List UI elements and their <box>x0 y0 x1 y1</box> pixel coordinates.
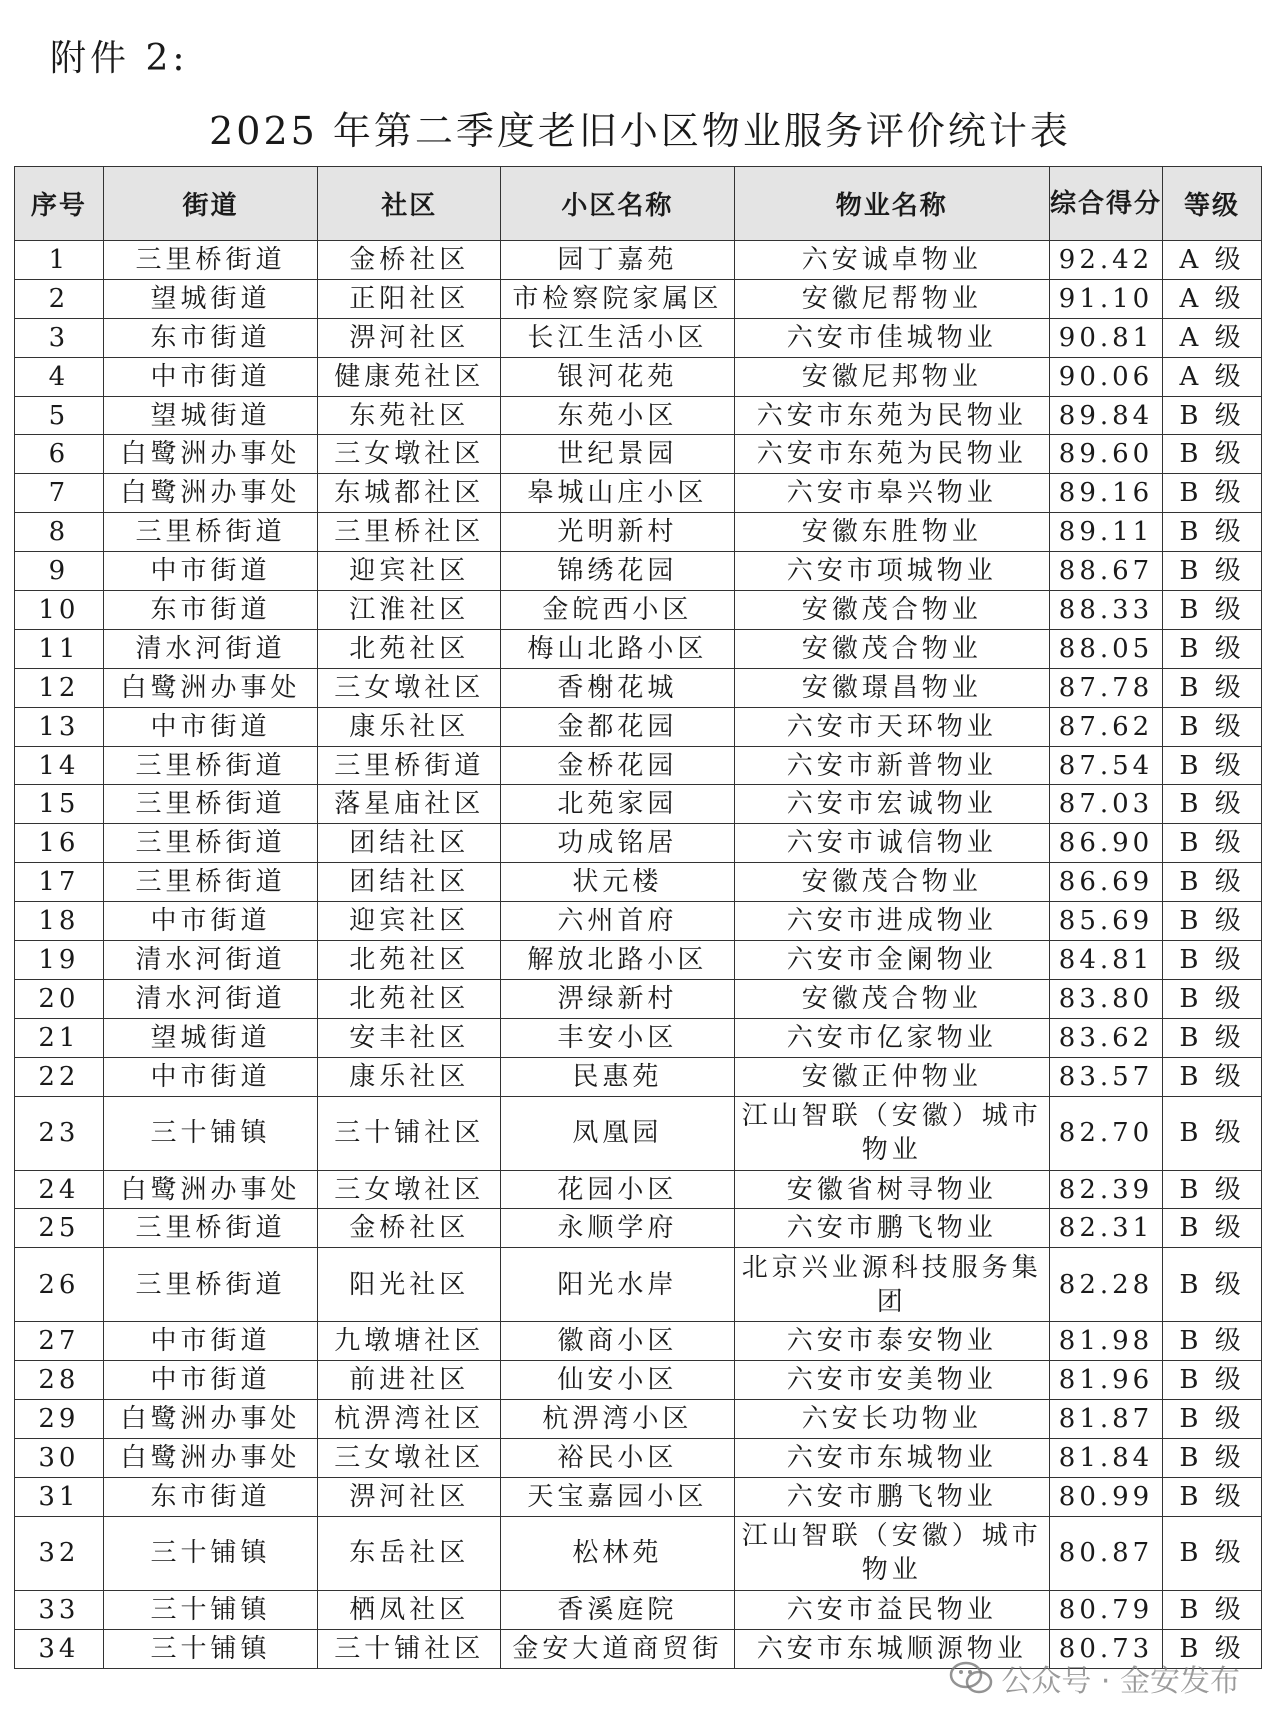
cell-score: 81.87 <box>1049 1400 1162 1439</box>
cell-street: 中市街道 <box>103 357 317 396</box>
table-body <box>15 241 1262 1669</box>
cell-estate: 世纪景园 <box>501 435 734 474</box>
table-row <box>15 979 1262 1018</box>
table-row <box>15 474 1262 513</box>
cell-property: 安徽茂合物业 <box>734 591 1049 630</box>
cell-index: 1 <box>15 241 104 280</box>
cell-grade: A 级 <box>1163 318 1262 357</box>
cell-score: 88.33 <box>1049 591 1162 630</box>
table-row <box>15 1516 1262 1590</box>
cell-grade: B 级 <box>1163 1516 1262 1590</box>
cell-community: 健康苑社区 <box>318 357 501 396</box>
cell-grade: B 级 <box>1163 979 1262 1018</box>
cell-street: 三十铺镇 <box>103 1516 317 1590</box>
cell-street: 清水河街道 <box>103 979 317 1018</box>
cell-estate: 仙安小区 <box>501 1361 734 1400</box>
cell-property: 六安长功物业 <box>734 1400 1049 1439</box>
table-row <box>15 1322 1262 1361</box>
cell-street: 中市街道 <box>103 552 317 591</box>
table-row <box>15 396 1262 435</box>
cell-street: 清水河街道 <box>103 941 317 980</box>
cell-community: 栖凤社区 <box>318 1590 501 1629</box>
cell-property: 安徽省树寻物业 <box>734 1170 1049 1209</box>
cell-community: 正阳社区 <box>318 279 501 318</box>
cell-community: 前进社区 <box>318 1361 501 1400</box>
cell-community: 三女墩社区 <box>318 668 501 707</box>
cell-index: 16 <box>15 824 104 863</box>
table-row <box>15 1590 1262 1629</box>
cell-score: 81.84 <box>1049 1439 1162 1478</box>
header-estate: 小区名称 <box>501 167 734 241</box>
table-row <box>15 318 1262 357</box>
cell-estate: 园丁嘉苑 <box>501 241 734 280</box>
cell-estate: 金安大道商贸街 <box>501 1629 734 1668</box>
cell-street: 三里桥街道 <box>103 863 317 902</box>
cell-index: 22 <box>15 1057 104 1096</box>
cell-community: 三女墩社区 <box>318 1439 501 1478</box>
cell-community: 迎宾社区 <box>318 902 501 941</box>
cell-street: 三里桥街道 <box>103 1209 317 1248</box>
cell-score: 89.84 <box>1049 396 1162 435</box>
cell-estate: 裕民小区 <box>501 1439 734 1478</box>
cell-index: 31 <box>15 1477 104 1516</box>
cell-property: 安徽茂合物业 <box>734 863 1049 902</box>
cell-score: 87.03 <box>1049 785 1162 824</box>
cell-score: 89.60 <box>1049 435 1162 474</box>
cell-index: 12 <box>15 668 104 707</box>
cell-grade: B 级 <box>1163 1248 1262 1322</box>
cell-index: 8 <box>15 513 104 552</box>
cell-estate: 丰安小区 <box>501 1018 734 1057</box>
cell-street: 中市街道 <box>103 1322 317 1361</box>
cell-street: 三十铺镇 <box>103 1629 317 1668</box>
cell-estate: 银河花苑 <box>501 357 734 396</box>
cell-score: 89.11 <box>1049 513 1162 552</box>
cell-score: 81.98 <box>1049 1322 1162 1361</box>
cell-grade: B 级 <box>1163 474 1262 513</box>
cell-estate: 香榭花城 <box>501 668 734 707</box>
table-row <box>15 1400 1262 1439</box>
page-title: 2025 年第二季度老旧小区物业服务评价统计表 <box>209 109 1071 153</box>
cell-community: 东岳社区 <box>318 1516 501 1590</box>
cell-property: 六安市亿家物业 <box>734 1018 1049 1057</box>
cell-index: 15 <box>15 785 104 824</box>
cell-community: 东苑社区 <box>318 396 501 435</box>
cell-estate: 松林苑 <box>501 1516 734 1590</box>
cell-street: 东市街道 <box>103 318 317 357</box>
cell-street: 中市街道 <box>103 902 317 941</box>
cell-score: 83.62 <box>1049 1018 1162 1057</box>
cell-community: 九墩塘社区 <box>318 1322 501 1361</box>
cell-property: 六安市佳城物业 <box>734 318 1049 357</box>
wechat-icon <box>949 1660 993 1696</box>
cell-index: 9 <box>15 552 104 591</box>
cell-street: 东市街道 <box>103 591 317 630</box>
cell-grade: B 级 <box>1163 668 1262 707</box>
table-row <box>15 1477 1262 1516</box>
cell-community: 北苑社区 <box>318 979 501 1018</box>
cell-street: 望城街道 <box>103 279 317 318</box>
cell-community: 康乐社区 <box>318 707 501 746</box>
cell-index: 28 <box>15 1361 104 1400</box>
cell-street: 三里桥街道 <box>103 241 317 280</box>
cell-grade: B 级 <box>1163 513 1262 552</box>
cell-index: 4 <box>15 357 104 396</box>
cell-property: 六安市鹏飞物业 <box>734 1209 1049 1248</box>
cell-property: 六安市东苑为民物业 <box>734 435 1049 474</box>
table-row <box>15 1057 1262 1096</box>
table-row <box>15 357 1262 396</box>
cell-score: 89.16 <box>1049 474 1162 513</box>
table-row <box>15 1170 1262 1209</box>
cell-estate: 永顺学府 <box>501 1209 734 1248</box>
cell-community: 团结社区 <box>318 824 501 863</box>
cell-street: 东市街道 <box>103 1477 317 1516</box>
cell-grade: A 级 <box>1163 279 1262 318</box>
attachment-label: 附件 2: <box>50 38 189 79</box>
cell-grade: B 级 <box>1163 902 1262 941</box>
cell-grade: B 级 <box>1163 1439 1262 1478</box>
cell-street: 三里桥街道 <box>103 824 317 863</box>
cell-estate: 梅山北路小区 <box>501 629 734 668</box>
cell-estate: 杭淠湾小区 <box>501 1400 734 1439</box>
table-row <box>15 591 1262 630</box>
cell-property: 六安市皋兴物业 <box>734 474 1049 513</box>
cell-grade: B 级 <box>1163 941 1262 980</box>
cell-property: 六安诚卓物业 <box>734 241 1049 280</box>
cell-street: 白鹭洲办事处 <box>103 1439 317 1478</box>
cell-community: 东城都社区 <box>318 474 501 513</box>
cell-index: 21 <box>15 1018 104 1057</box>
cell-community: 三里桥社区 <box>318 513 501 552</box>
cell-community: 迎宾社区 <box>318 552 501 591</box>
table-header <box>15 167 1262 241</box>
cell-property: 六安市安美物业 <box>734 1361 1049 1400</box>
cell-estate: 徽商小区 <box>501 1322 734 1361</box>
cell-property: 六安市诚信物业 <box>734 824 1049 863</box>
cell-property: 安徽正仲物业 <box>734 1057 1049 1096</box>
table-row <box>15 1361 1262 1400</box>
cell-grade: B 级 <box>1163 435 1262 474</box>
cell-grade: B 级 <box>1163 1057 1262 1096</box>
cell-index: 10 <box>15 591 104 630</box>
cell-score: 87.54 <box>1049 746 1162 785</box>
table-row <box>15 668 1262 707</box>
cell-estate: 解放北路小区 <box>501 941 734 980</box>
cell-index: 32 <box>15 1516 104 1590</box>
cell-score: 80.79 <box>1049 1590 1162 1629</box>
cell-street: 三里桥街道 <box>103 746 317 785</box>
cell-grade: B 级 <box>1163 1096 1262 1170</box>
table-row <box>15 707 1262 746</box>
cell-index: 30 <box>15 1439 104 1478</box>
table-row <box>15 902 1262 941</box>
cell-estate: 光明新村 <box>501 513 734 552</box>
cell-property: 六安市天环物业 <box>734 707 1049 746</box>
cell-estate: 东苑小区 <box>501 396 734 435</box>
cell-property: 安徽茂合物业 <box>734 629 1049 668</box>
cell-grade: B 级 <box>1163 552 1262 591</box>
cell-community: 三女墩社区 <box>318 435 501 474</box>
cell-grade: B 级 <box>1163 1170 1262 1209</box>
cell-street: 中市街道 <box>103 707 317 746</box>
cell-community: 金桥社区 <box>318 241 501 280</box>
cell-estate: 金桥花园 <box>501 746 734 785</box>
cell-score: 81.96 <box>1049 1361 1162 1400</box>
cell-score: 87.62 <box>1049 707 1162 746</box>
cell-estate: 长江生活小区 <box>501 318 734 357</box>
cell-street: 中市街道 <box>103 1057 317 1096</box>
table-row <box>15 629 1262 668</box>
cell-score: 91.10 <box>1049 279 1162 318</box>
cell-index: 25 <box>15 1209 104 1248</box>
cell-index: 20 <box>15 979 104 1018</box>
cell-street: 中市街道 <box>103 1361 317 1400</box>
cell-street: 清水河街道 <box>103 629 317 668</box>
cell-street: 白鹭洲办事处 <box>103 1400 317 1439</box>
cell-score: 90.81 <box>1049 318 1162 357</box>
cell-index: 34 <box>15 1629 104 1668</box>
cell-index: 5 <box>15 396 104 435</box>
cell-property: 六安市宏诚物业 <box>734 785 1049 824</box>
cell-grade: B 级 <box>1163 1477 1262 1516</box>
cell-grade: A 级 <box>1163 357 1262 396</box>
cell-street: 望城街道 <box>103 1018 317 1057</box>
cell-community: 康乐社区 <box>318 1057 501 1096</box>
table-row <box>15 863 1262 902</box>
cell-score: 88.05 <box>1049 629 1162 668</box>
cell-estate: 香溪庭院 <box>501 1590 734 1629</box>
cell-street: 白鹭洲办事处 <box>103 435 317 474</box>
cell-score: 92.42 <box>1049 241 1162 280</box>
cell-estate: 功成铭居 <box>501 824 734 863</box>
table-row <box>15 513 1262 552</box>
table-row <box>15 1018 1262 1057</box>
cell-score: 83.57 <box>1049 1057 1162 1096</box>
header-grade: 等级 <box>1163 167 1262 241</box>
cell-community: 金桥社区 <box>318 1209 501 1248</box>
watermark <box>949 1656 1240 1700</box>
cell-score: 84.81 <box>1049 941 1162 980</box>
cell-score: 88.67 <box>1049 552 1162 591</box>
cell-estate: 阳光水岸 <box>501 1248 734 1322</box>
cell-index: 27 <box>15 1322 104 1361</box>
cell-estate: 凤凰园 <box>501 1096 734 1170</box>
score-table <box>14 166 1262 1669</box>
cell-score: 86.90 <box>1049 824 1162 863</box>
header-community: 社区 <box>318 167 501 241</box>
cell-grade: B 级 <box>1163 629 1262 668</box>
cell-grade: B 级 <box>1163 1018 1262 1057</box>
cell-index: 6 <box>15 435 104 474</box>
cell-property: 六安市东城物业 <box>734 1439 1049 1478</box>
cell-property: 安徽璟昌物业 <box>734 668 1049 707</box>
cell-index: 3 <box>15 318 104 357</box>
cell-property: 安徽茂合物业 <box>734 979 1049 1018</box>
cell-community: 三十铺社区 <box>318 1629 501 1668</box>
cell-index: 11 <box>15 629 104 668</box>
cell-score: 83.80 <box>1049 979 1162 1018</box>
cell-grade: B 级 <box>1163 1629 1262 1668</box>
cell-property: 安徽尼帮物业 <box>734 279 1049 318</box>
cell-grade: B 级 <box>1163 1590 1262 1629</box>
cell-property: 六安市东城顺源物业 <box>734 1629 1049 1668</box>
table-row <box>15 241 1262 280</box>
table-row <box>15 1209 1262 1248</box>
cell-index: 13 <box>15 707 104 746</box>
cell-score: 82.39 <box>1049 1170 1162 1209</box>
cell-street: 三里桥街道 <box>103 785 317 824</box>
cell-community: 淠河社区 <box>318 1477 501 1516</box>
cell-estate: 天宝嘉园小区 <box>501 1477 734 1516</box>
table-row <box>15 279 1262 318</box>
cell-score: 82.28 <box>1049 1248 1162 1322</box>
cell-index: 7 <box>15 474 104 513</box>
cell-property: 六安市进成物业 <box>734 902 1049 941</box>
cell-property: 安徽尼邦物业 <box>734 357 1049 396</box>
cell-property: 江山智联（安徽）城市物业 <box>734 1096 1049 1170</box>
cell-street: 望城街道 <box>103 396 317 435</box>
cell-grade: B 级 <box>1163 1361 1262 1400</box>
table-row <box>15 746 1262 785</box>
cell-grade: B 级 <box>1163 863 1262 902</box>
cell-street: 三十铺镇 <box>103 1096 317 1170</box>
cell-score: 80.99 <box>1049 1477 1162 1516</box>
cell-estate: 锦绣花园 <box>501 552 734 591</box>
cell-estate: 民惠苑 <box>501 1057 734 1096</box>
cell-property: 六安市益民物业 <box>734 1590 1049 1629</box>
table-row <box>15 1096 1262 1170</box>
cell-property: 六安市金阑物业 <box>734 941 1049 980</box>
header-street: 街道 <box>103 167 317 241</box>
cell-index: 24 <box>15 1170 104 1209</box>
header-score: 综合得分 <box>1049 167 1162 241</box>
cell-community: 北苑社区 <box>318 941 501 980</box>
cell-grade: B 级 <box>1163 824 1262 863</box>
cell-community: 江淮社区 <box>318 591 501 630</box>
cell-index: 23 <box>15 1096 104 1170</box>
cell-index: 17 <box>15 863 104 902</box>
cell-estate: 六州首府 <box>501 902 734 941</box>
cell-grade: B 级 <box>1163 396 1262 435</box>
cell-community: 三女墩社区 <box>318 1170 501 1209</box>
table-row <box>15 824 1262 863</box>
table-row <box>15 941 1262 980</box>
cell-grade: B 级 <box>1163 1209 1262 1248</box>
cell-score: 80.87 <box>1049 1516 1162 1590</box>
table-row <box>15 435 1262 474</box>
cell-community: 团结社区 <box>318 863 501 902</box>
cell-property: 六安市东苑为民物业 <box>734 396 1049 435</box>
cell-index: 18 <box>15 902 104 941</box>
cell-community: 北苑社区 <box>318 629 501 668</box>
cell-street: 三十铺镇 <box>103 1590 317 1629</box>
cell-grade: B 级 <box>1163 707 1262 746</box>
cell-estate: 皋城山庄小区 <box>501 474 734 513</box>
cell-estate: 市检察院家属区 <box>501 279 734 318</box>
cell-estate: 状元楼 <box>501 863 734 902</box>
cell-estate: 北苑家园 <box>501 785 734 824</box>
cell-score: 90.06 <box>1049 357 1162 396</box>
table-row <box>15 552 1262 591</box>
cell-street: 白鹭洲办事处 <box>103 1170 317 1209</box>
cell-estate: 金皖西小区 <box>501 591 734 630</box>
watermark-text: 公众号 · 金安发布 <box>1001 1664 1240 1699</box>
cell-estate: 金都花园 <box>501 707 734 746</box>
cell-property: 六安市鹏飞物业 <box>734 1477 1049 1516</box>
cell-estate: 花园小区 <box>501 1170 734 1209</box>
cell-score: 82.70 <box>1049 1096 1162 1170</box>
cell-street: 三里桥街道 <box>103 513 317 552</box>
cell-index: 29 <box>15 1400 104 1439</box>
cell-property: 六安市新普物业 <box>734 746 1049 785</box>
cell-index: 19 <box>15 941 104 980</box>
cell-community: 杭淠湾社区 <box>318 1400 501 1439</box>
cell-grade: B 级 <box>1163 746 1262 785</box>
cell-community: 三里桥街道 <box>318 746 501 785</box>
cell-grade: B 级 <box>1163 1400 1262 1439</box>
cell-community: 安丰社区 <box>318 1018 501 1057</box>
cell-property: 六安市泰安物业 <box>734 1322 1049 1361</box>
table-row <box>15 1439 1262 1478</box>
cell-community: 淠河社区 <box>318 318 501 357</box>
cell-score: 80.73 <box>1049 1629 1162 1668</box>
cell-street: 三里桥街道 <box>103 1248 317 1322</box>
cell-grade: B 级 <box>1163 1322 1262 1361</box>
cell-property: 江山智联（安徽）城市物业 <box>734 1516 1049 1590</box>
cell-score: 87.78 <box>1049 668 1162 707</box>
cell-community: 三十铺社区 <box>318 1096 501 1170</box>
cell-estate: 淠绿新村 <box>501 979 734 1018</box>
cell-grade: B 级 <box>1163 785 1262 824</box>
table-row <box>15 1248 1262 1322</box>
cell-index: 33 <box>15 1590 104 1629</box>
cell-grade: A 级 <box>1163 241 1262 280</box>
cell-index: 26 <box>15 1248 104 1322</box>
cell-score: 82.31 <box>1049 1209 1162 1248</box>
cell-community: 阳光社区 <box>318 1248 501 1322</box>
cell-grade: B 级 <box>1163 591 1262 630</box>
cell-street: 白鹭洲办事处 <box>103 474 317 513</box>
cell-community: 落星庙社区 <box>318 785 501 824</box>
header-property: 物业名称 <box>734 167 1049 241</box>
cell-property: 六安市项城物业 <box>734 552 1049 591</box>
cell-property: 北京兴业源科技服务集团 <box>734 1248 1049 1322</box>
table-row <box>15 785 1262 824</box>
cell-property: 安徽东胜物业 <box>734 513 1049 552</box>
cell-index: 2 <box>15 279 104 318</box>
cell-street: 白鹭洲办事处 <box>103 668 317 707</box>
cell-index: 14 <box>15 746 104 785</box>
cell-score: 85.69 <box>1049 902 1162 941</box>
header-index: 序号 <box>15 167 104 241</box>
cell-score: 86.69 <box>1049 863 1162 902</box>
